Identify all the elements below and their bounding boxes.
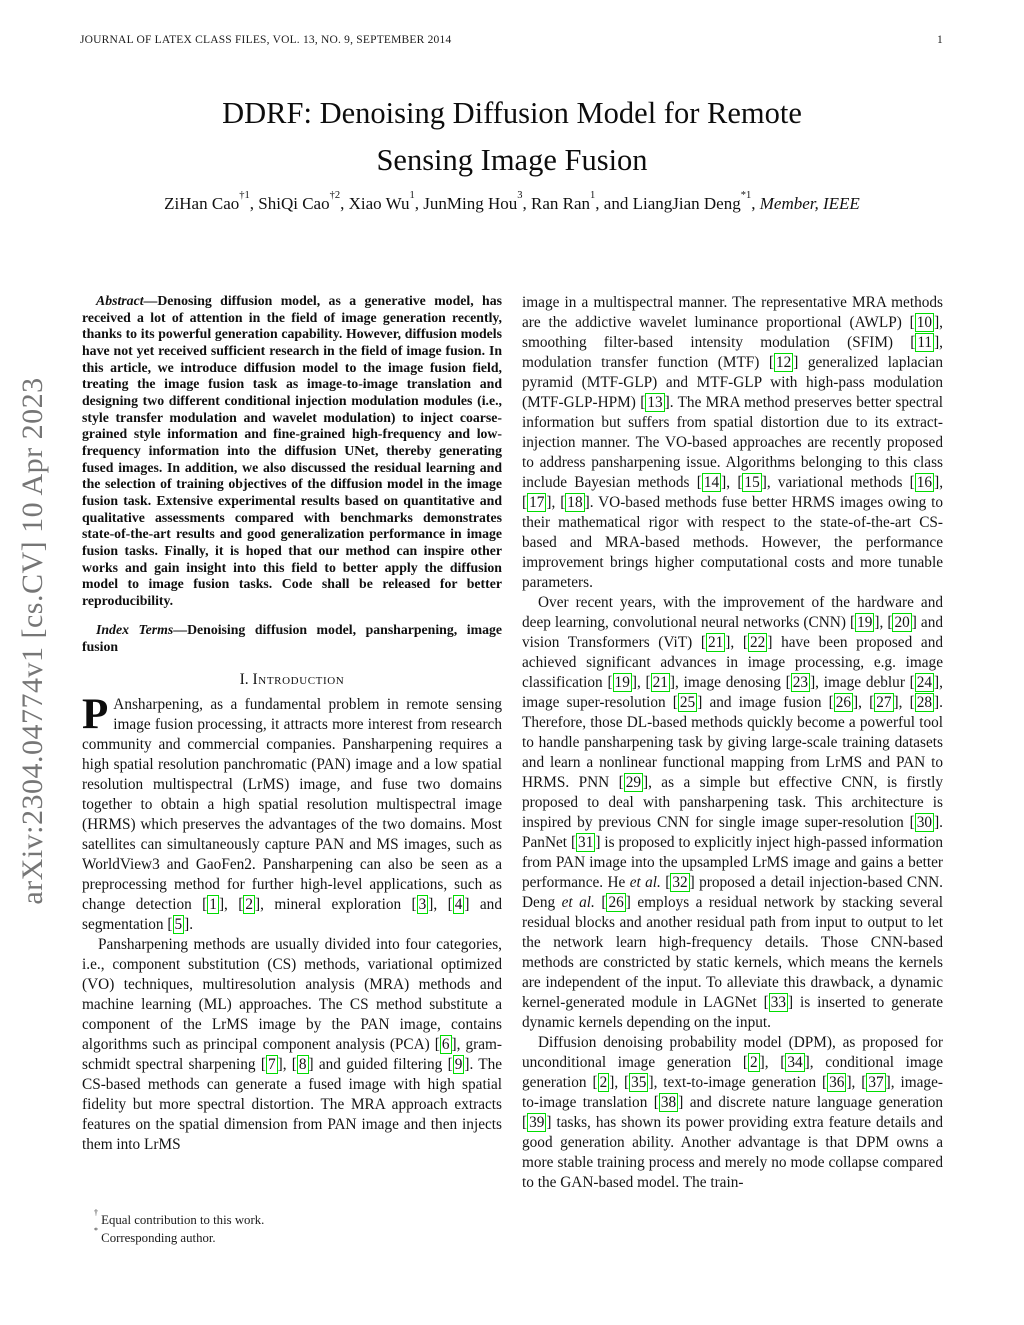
citation-ref-39[interactable]: 39 [529, 1114, 545, 1131]
citation-ref-33[interactable]: 33 [770, 994, 787, 1011]
citation-ref-14[interactable]: 14 [703, 474, 720, 491]
citation-ref-36[interactable]: 36 [829, 1074, 845, 1091]
italic-text: Member, IEEE [759, 194, 860, 213]
citation-ref-19[interactable]: 19 [614, 674, 630, 691]
right-column [522, 293, 943, 1193]
footnote-text: Equal contribution to this work. [101, 1213, 265, 1227]
page-number: 1 [937, 34, 943, 46]
citation-ref-37[interactable]: 37 [868, 1074, 884, 1091]
intro-paragraph-2: Pansharpening methods are usually divided into four categories, i.e., component substitution (CS) methods, variational optimized (VO) techniques, multiresolution analysis (MRA) methods and machine learning (ML) approaches. The CS method substitute a component of the LrMS image by the PAN image, contains algorithms such as principal component analysis (PCA) [ 6 ], gram-schmidt spectral sharpening [ 7 ], [ 8 ] and guided filtering [ 9 ]. The CS-based methods can generate a fused image with high spatial fidelity but more spectral distortion. The MRA approach extracts features on the spatial dimension from PAN image and then injects them into LrMS [82, 935, 503, 1153]
author-superscript: 1 [590, 189, 596, 201]
left-column [82, 293, 502, 1155]
footnotes-block [84, 1208, 502, 1247]
asterisk-marker: * [94, 1225, 98, 1235]
citation-ref-23[interactable]: 23 [792, 674, 809, 691]
citation-ref-28[interactable]: 28 [916, 694, 933, 711]
intro-paragraph-1 [82, 690, 502, 935]
citation-ref-11[interactable]: 11 [917, 334, 933, 351]
citation-ref-1[interactable]: 1 [209, 895, 217, 913]
author-superscript: 1 [409, 189, 415, 201]
citation-ref-20[interactable]: 20 [894, 614, 910, 631]
footnote-corresponding-author [84, 1225, 502, 1248]
citation-ref-10[interactable]: 10 [916, 314, 933, 331]
title-line-1: DDRF: Denoising Diffusion Model for Remote [222, 96, 802, 130]
citation-ref-38[interactable]: 38 [660, 1094, 677, 1111]
section-title: Introduction [252, 670, 345, 688]
italic-text: et al. [561, 894, 595, 911]
author-superscript: *1 [740, 189, 752, 201]
author-line: ZiHan Cao$^{\dagger 1}$, ShiQi Cao$^{\dagger 2}$, Xiao Wu$^1$, JunMing Hou$^3$, Ran Ran$^1$, and LiangJian Deng$^{*1}$, Member, IEEE [164, 189, 860, 213]
citation-ref-9[interactable]: 9 [454, 1055, 463, 1073]
abstract-label: Abstract [96, 293, 144, 308]
italic-text: et al. [629, 874, 661, 891]
running-header [80, 34, 943, 46]
citation-ref-21[interactable]: 21 [708, 634, 724, 651]
citation-ref-7[interactable]: 7 [267, 1055, 276, 1073]
abstract-text: —Denosing diffusion model, as a generative model, has received a lot of attention in the field of image generation recently, thanks to its powerful generation capability. However, diffusion models have not yet received sufficient research in the field of image fusion. In this article, we introduce diffusion model to the image fusion field, treating the image fusion task as image-to-image translation and designing two different conditional injection modulation modules (i.e., style transfer modulation and wavelet modulation) to inject coarse-grained style information and fine-grained high-frequency and low-frequency information into the diffusion UNet, thereby generating fused images. In addition, we also discussed the residual learning and the selection of training objectives of the diffusion model in the image fusion task. Extensive experimental results based on quantitative and qualitative assessments compared with benchmarks demonstrates state-of-the-art results and good generalization performance in image fusion tasks. Finally, it is hoped that our method can inspire other works and gain insight into this field to better apply the diffusion model to image fusion tasks. Code shall be released for better reproducibility. [82, 293, 502, 608]
citation-ref-27[interactable]: 27 [876, 694, 892, 711]
citation-ref-22[interactable]: 22 [750, 634, 766, 651]
citation-ref-17[interactable]: 17 [529, 494, 545, 511]
citation-ref-18[interactable]: 18 [567, 494, 583, 511]
citation-ref-19[interactable]: 19 [857, 614, 873, 631]
author-superscript: 3 [517, 189, 523, 201]
right-paragraph-2: Over recent years, with the improvement of the hardware and deep learning, convolutional neural networks (CNN) [ 19 ], [ 20 ] and vision Transformers (ViT) [ 21 ], [ 22 ] have been proposed and achieved significant advances in image processing, e.g. image classification [ 19 ], [ 21 ], image denosing [ 23 ], image deblur [ 24 ], image super-resolution [ 25 ] and image fusion [ 26 ], [ 27 ], [ 28 ]. Therefore, those DL-based methods quickly become a powerful tool to handle pansharpening task by giving large-scale training datasets and learn a nonlinear functional mapping from LrMS and PAN to HRMS. PNN [ 29 ], as a simple but effective CNN, is firstly proposed to deal with pansharpening task. This architecture is inspired by previous CNN for single image super-resolution [ 30 ]. PanNet [ 31 ] is proposed to explicitly inject high-passed information from PAN image into the upsampled LrMS image and gains a better performance. He et al. [ 32 ] proposed a detail injection-based CNN. Deng et al. [ 26 ] employs a residual network by stacking several residual blocks and another residual path from input to output to let the network learn high-frequency details. Those CNN-based methods are constricted by static kernels, which means the kernels are independent of the input. To alleviate this drawback, a dynamic kernel-generated module in LAGNet [ 33 ] is inserted to generate dynamic kernels depending on the input. [522, 594, 944, 1031]
citation-ref-31[interactable]: 31 [578, 834, 594, 851]
citation-ref-32[interactable]: 32 [672, 874, 688, 891]
intro-paragraph-1-text: Ansharpening, as a fundamental problem in remote sensing image fusion processing, it attracts more interest from research community and commercial companies. Pansharpening requires a high spatial resolution panchromatic (PAN) image and a low spatial resolution multispectral (LrMS) image, and fuse two domains together to obtain a high spatial resolution multispectral image (HRMS) which preserves the advantages of the two domains. Most satellites can simultaneously capture PAN and MS images, such as WorldView3 and GaoFen2. Pansharpening can also be seen as a preprocessing method for further high-level applications, such as change detection [ 1 ], [ 2 ], mineral exploration [ 3 ], [ 4 ] and segmentation [ 5 ]. [82, 695, 502, 933]
citation-ref-12[interactable]: 12 [775, 354, 792, 371]
citation-ref-6[interactable]: 6 [441, 1035, 450, 1053]
citation-ref-2[interactable]: 2 [245, 895, 254, 913]
journal-header-text: JOURNAL OF LATEX CLASS FILES, VOL. 13, NO. 9, SEPTEMBER 2014 [80, 34, 452, 46]
citation-ref-24[interactable]: 24 [916, 674, 933, 691]
right-paragraph-3: Diffusion denoising probability model (DPM), as proposed for unconditional image generation [ 2 ], [ 34 ], conditional image generation [ 2 ], [ 35 ], text-to-image generation [ 36 ], [ 37 ], image-to-image translation [ 38 ] and discrete nature language generation [ 39 ] tasks, has shown its power providing extra feature details and good generation ability. Another advantage is that DPM owns a more stable training process and merely no mode collapse compared to the GAN-based model. The train- [522, 1034, 944, 1191]
index-terms-paragraph [82, 622, 502, 655]
citation-ref-30[interactable]: 30 [916, 814, 933, 831]
author-superscript: †2 [329, 189, 341, 201]
citation-ref-13[interactable]: 13 [647, 394, 663, 411]
citation-ref-4[interactable]: 4 [454, 895, 463, 913]
footnote-text: Corresponding author. [101, 1230, 216, 1245]
citation-ref-8[interactable]: 8 [298, 1055, 307, 1073]
citation-ref-2[interactable]: 2 [750, 1054, 758, 1071]
section-number: I. [239, 670, 249, 688]
index-terms-text: —Denoising diffusion model, pansharpening, image fusion [82, 622, 502, 655]
citation-ref-21[interactable]: 21 [652, 674, 668, 691]
drop-cap: P [82, 690, 109, 738]
author-superscript: †1 [239, 189, 250, 201]
citation-ref-26[interactable]: 26 [608, 894, 624, 911]
citation-ref-35[interactable]: 35 [631, 1074, 647, 1091]
citation-ref-26[interactable]: 26 [835, 694, 852, 711]
section-heading-introduction [82, 671, 502, 689]
citation-ref-16[interactable]: 16 [916, 474, 933, 491]
footnote-equal-contribution [84, 1208, 502, 1230]
abstract-paragraph [82, 293, 502, 609]
index-terms-label: Index Terms [96, 622, 174, 638]
citation-ref-2[interactable]: 2 [599, 1074, 608, 1091]
citation-ref-15[interactable]: 15 [744, 474, 760, 491]
citation-ref-29[interactable]: 29 [625, 774, 641, 791]
citation-ref-34[interactable]: 34 [787, 1054, 803, 1071]
title-line-2: Sensing Image Fusion [376, 143, 648, 177]
paper-title [80, 90, 944, 184]
citation-ref-3[interactable]: 3 [418, 895, 427, 913]
citation-ref-5[interactable]: 5 [174, 915, 183, 933]
dagger-marker: † [94, 1208, 98, 1218]
right-paragraph-1: image in a multispectral manner. The representative MRA methods are the addictive wavelet luminance proportional (AWLP) [ 10 ], smoothing filter-based intensity modulation (SFIM) [ 11 ], modulation transfer function (MTF) [ 12 ] generalized laplacian pyramid (MTF-GLP) and MTF-GLP with high-pass modulation (MTF-GLP-HPM) [ 13 ]. The MRA method preserves better spectral information but suffers from spatial distortion due to its extract-injection manner. The VO-based approaches are recently proposed to address pansharpening issue. Algorithms belonging to this class include Bayesian methods [ 14 ], [ 15 ], variational methods [ 16 ], [ 17 ], [ 18 ]. VO-based methods fuse better HRMS images owing to their mathematical rigor with respect to the state-of-the-art CS-based and MRA-based methods. However, the performance improvement brings higher computational costs and more tunable parameters. [522, 294, 944, 591]
citation-ref-25[interactable]: 25 [679, 694, 696, 711]
arxiv-sidebar-stamp: arXiv:2304.04774v1 [cs.CV] 10 Apr 2023 [16, 377, 49, 905]
